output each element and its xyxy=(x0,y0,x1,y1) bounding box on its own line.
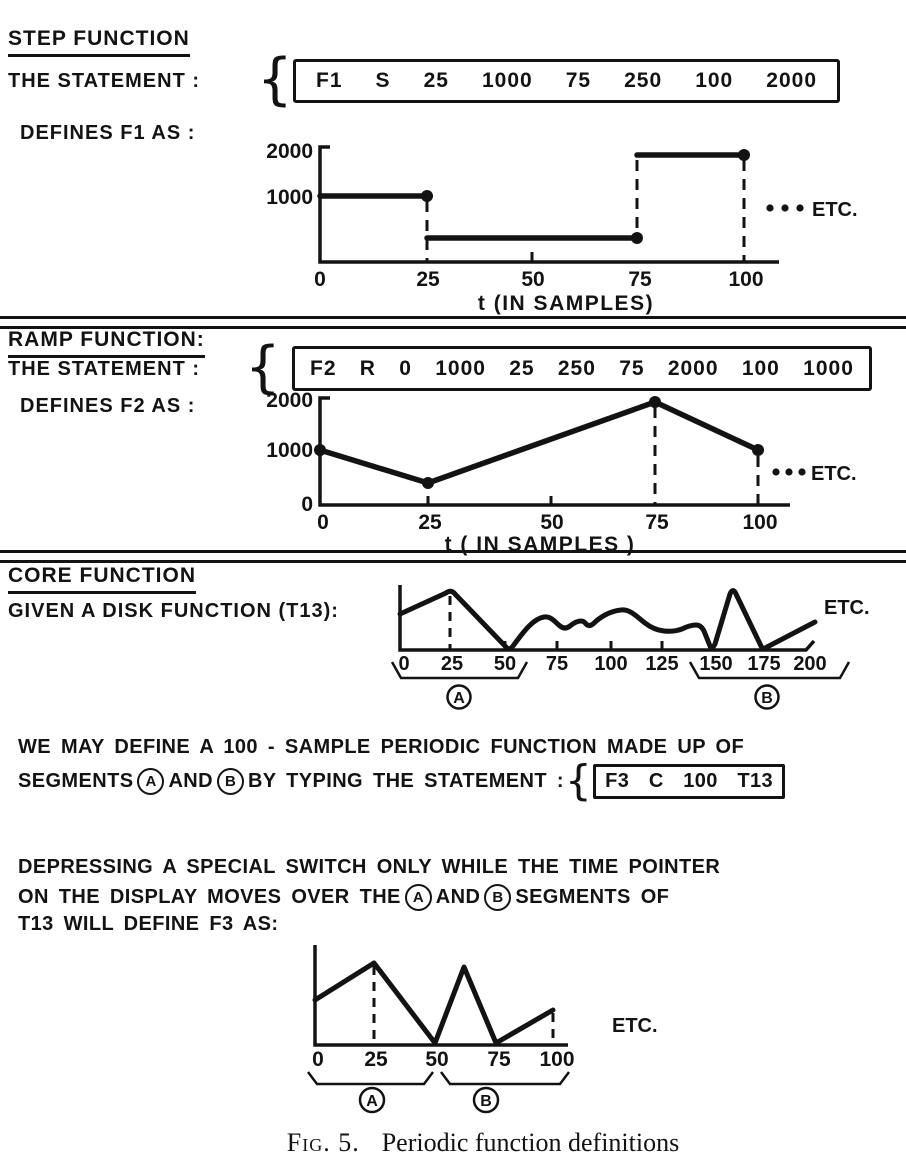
f1-xtick-50: 50 xyxy=(521,268,545,291)
f3-etc-label: ETC. xyxy=(612,1015,658,1037)
f3-curve xyxy=(315,963,553,1043)
statement-token: 1000 xyxy=(481,69,533,92)
section-divider-rule xyxy=(0,550,906,563)
f3-xtick-50: 50 xyxy=(425,1048,449,1071)
f2-dashed-guides xyxy=(655,407,758,505)
ramp-statement-label: THE STATEMENT : xyxy=(8,358,201,380)
statement-token: T13 xyxy=(737,769,774,792)
f2-ramp-line xyxy=(320,402,758,483)
f1-xtick-0: 0 xyxy=(314,268,326,291)
f2-ytick-1000: 1000 xyxy=(266,439,313,462)
line2-after: SEGMENTS OF xyxy=(515,886,670,908)
statement-token: 250 xyxy=(624,69,663,92)
statement-token: F2 xyxy=(310,356,337,380)
f1-xtick-100: 100 xyxy=(728,268,764,291)
f2-ytick-2000: 2000 xyxy=(266,389,313,412)
statement-token: 25 xyxy=(509,356,535,380)
t13-segment-a-label: A xyxy=(453,690,465,707)
statement-token: 250 xyxy=(557,356,596,380)
figure-caption xyxy=(60,1128,906,1158)
t13-axes xyxy=(400,585,814,650)
f2-xtick-100: 100 xyxy=(742,511,778,534)
f2-etc-label: ETC. xyxy=(811,463,857,485)
f3-xtick-100: 100 xyxy=(539,1048,575,1071)
f2-ytick-0: 0 xyxy=(301,493,313,516)
f2-xtick-50: 50 xyxy=(540,511,564,534)
f3-segment-a-bracket xyxy=(308,1072,433,1084)
statement-token: 25 xyxy=(423,69,449,92)
f2-xaxis-label: t ( IN SAMPLES ) xyxy=(444,533,636,556)
statement-token: 75 xyxy=(565,69,592,92)
f1-ytick-1000: 1000 xyxy=(266,186,313,209)
f1-xaxis-label: t (IN SAMPLES) xyxy=(477,292,655,315)
t13-xtick-0: 0 xyxy=(398,653,410,675)
ellipsis-dots xyxy=(772,468,805,475)
f2-ramp-chart xyxy=(0,389,906,560)
t13-xtick-175: 175 xyxy=(747,653,781,675)
f2-xtick-25: 25 xyxy=(418,511,442,534)
segment-a-badge: A xyxy=(405,884,432,911)
f1-xtick-25: 25 xyxy=(416,268,440,291)
t13-xtick-150: 150 xyxy=(699,653,733,675)
f3-dashed-guides xyxy=(374,966,553,1045)
t13-xtick-100: 100 xyxy=(594,653,628,675)
line2-mid: AND xyxy=(168,769,213,792)
f2-xtick-0: 0 xyxy=(317,511,329,534)
statement-token: C xyxy=(648,769,664,792)
t13-disk-function-chart xyxy=(380,575,906,715)
core-heading-text: CORE FUNCTION xyxy=(8,564,196,594)
core-given-label: GIVEN A DISK FUNCTION (T13): xyxy=(8,600,339,622)
f1-step-segments xyxy=(320,155,744,238)
line2-before: ON THE DISPLAY MOVES OVER THE xyxy=(18,886,401,908)
step-heading-text: STEP FUNCTION xyxy=(8,27,190,57)
ramp-statement-box xyxy=(292,346,872,391)
statement-token: F1 xyxy=(316,69,343,92)
statement-token: 2000 xyxy=(667,356,719,380)
f3-xtick-labels xyxy=(312,1048,574,1071)
f3-xtick-25: 25 xyxy=(364,1048,388,1071)
t13-freehand-curve xyxy=(400,591,815,649)
statement-token: 1000 xyxy=(435,356,486,380)
statement-token: 100 xyxy=(683,769,718,792)
segment-b-badge: B xyxy=(484,884,511,911)
f3-segment-b-bracket xyxy=(441,1072,569,1084)
f3-segment-a-label: A xyxy=(366,1093,378,1110)
f3-statement-brace: { xyxy=(564,756,593,805)
f2-xtick-labels xyxy=(317,511,777,534)
statement-token: F3 xyxy=(605,769,630,792)
switch-note-line3: T13 WILL DEFINE F3 AS: xyxy=(18,913,279,935)
t13-xtick-50: 50 xyxy=(493,653,517,675)
f2-axes xyxy=(320,398,790,505)
statement-token: 2000 xyxy=(766,69,817,92)
f1-axes xyxy=(320,147,779,262)
statement-token: 100 xyxy=(741,356,780,380)
f1-dashed-guides xyxy=(427,160,744,262)
f3-xtick-75: 75 xyxy=(487,1048,511,1071)
ramp-statement-brace: { xyxy=(245,335,281,400)
ramp-section-heading xyxy=(8,328,205,358)
step-section-heading xyxy=(8,27,190,57)
f3-segment-b-label: B xyxy=(480,1093,492,1110)
switch-note-line1: DEPRESSING A SPECIAL SWITCH ONLY WHILE THE TIME POINTER xyxy=(18,856,721,878)
statement-token: 0 xyxy=(399,356,412,380)
periodic-statement-line2 xyxy=(18,756,785,805)
periodic-statement-line1: WE MAY DEFINE A 100 - SAMPLE PERIODIC FUNCTION MADE UP OF xyxy=(18,736,745,758)
step-statement-label: THE STATEMENT : xyxy=(8,70,201,92)
t13-xtick-200: 200 xyxy=(793,653,827,675)
statement-token: 100 xyxy=(695,69,734,92)
f3-statement-box xyxy=(593,764,785,799)
f1-xtick-75: 75 xyxy=(628,268,652,291)
caption-text: Periodic function definitions xyxy=(381,1128,680,1157)
switch-note-line2 xyxy=(18,884,669,911)
statement-token: R xyxy=(359,356,376,380)
f1-xtick-labels xyxy=(314,268,763,291)
f3-result-chart xyxy=(270,935,700,1117)
f1-ytick-2000: 2000 xyxy=(266,140,313,163)
t13-xtick-25: 25 xyxy=(440,653,464,675)
ellipsis-dots xyxy=(766,204,803,211)
line2-before: SEGMENTS xyxy=(18,769,134,792)
f1-sample-dots xyxy=(421,149,750,244)
step-defines-label: DEFINES F1 AS : xyxy=(20,122,196,144)
line2-after: BY TYPING THE STATEMENT : xyxy=(247,769,564,792)
t13-xtick-labels xyxy=(398,653,826,675)
segment-b-badge: B xyxy=(217,768,244,795)
caption-fig-number: Fig. 5. xyxy=(286,1128,360,1157)
step-statement-box xyxy=(293,59,840,103)
line2-mid: AND xyxy=(435,886,481,908)
t13-xtick-125: 125 xyxy=(645,653,679,675)
statement-token: S xyxy=(375,69,391,92)
t13-segment-b-label: B xyxy=(761,690,773,707)
f1-step-chart xyxy=(0,135,906,320)
statement-token: 75 xyxy=(619,356,645,380)
segment-a-badge: A xyxy=(137,768,164,795)
ramp-defines-label: DEFINES F2 AS : xyxy=(20,395,196,417)
f2-xtick-75: 75 xyxy=(645,511,669,534)
t13-xtick-75: 75 xyxy=(545,653,569,675)
statement-token: 1000 xyxy=(803,356,854,380)
step-statement-brace: { xyxy=(257,47,293,112)
f1-etc-label: ETC. xyxy=(812,199,858,221)
f3-xtick-0: 0 xyxy=(312,1048,324,1071)
t13-etc-label: ETC. xyxy=(824,597,870,619)
core-section-heading xyxy=(8,564,196,594)
ramp-heading-text: RAMP FUNCTION: xyxy=(8,328,205,358)
